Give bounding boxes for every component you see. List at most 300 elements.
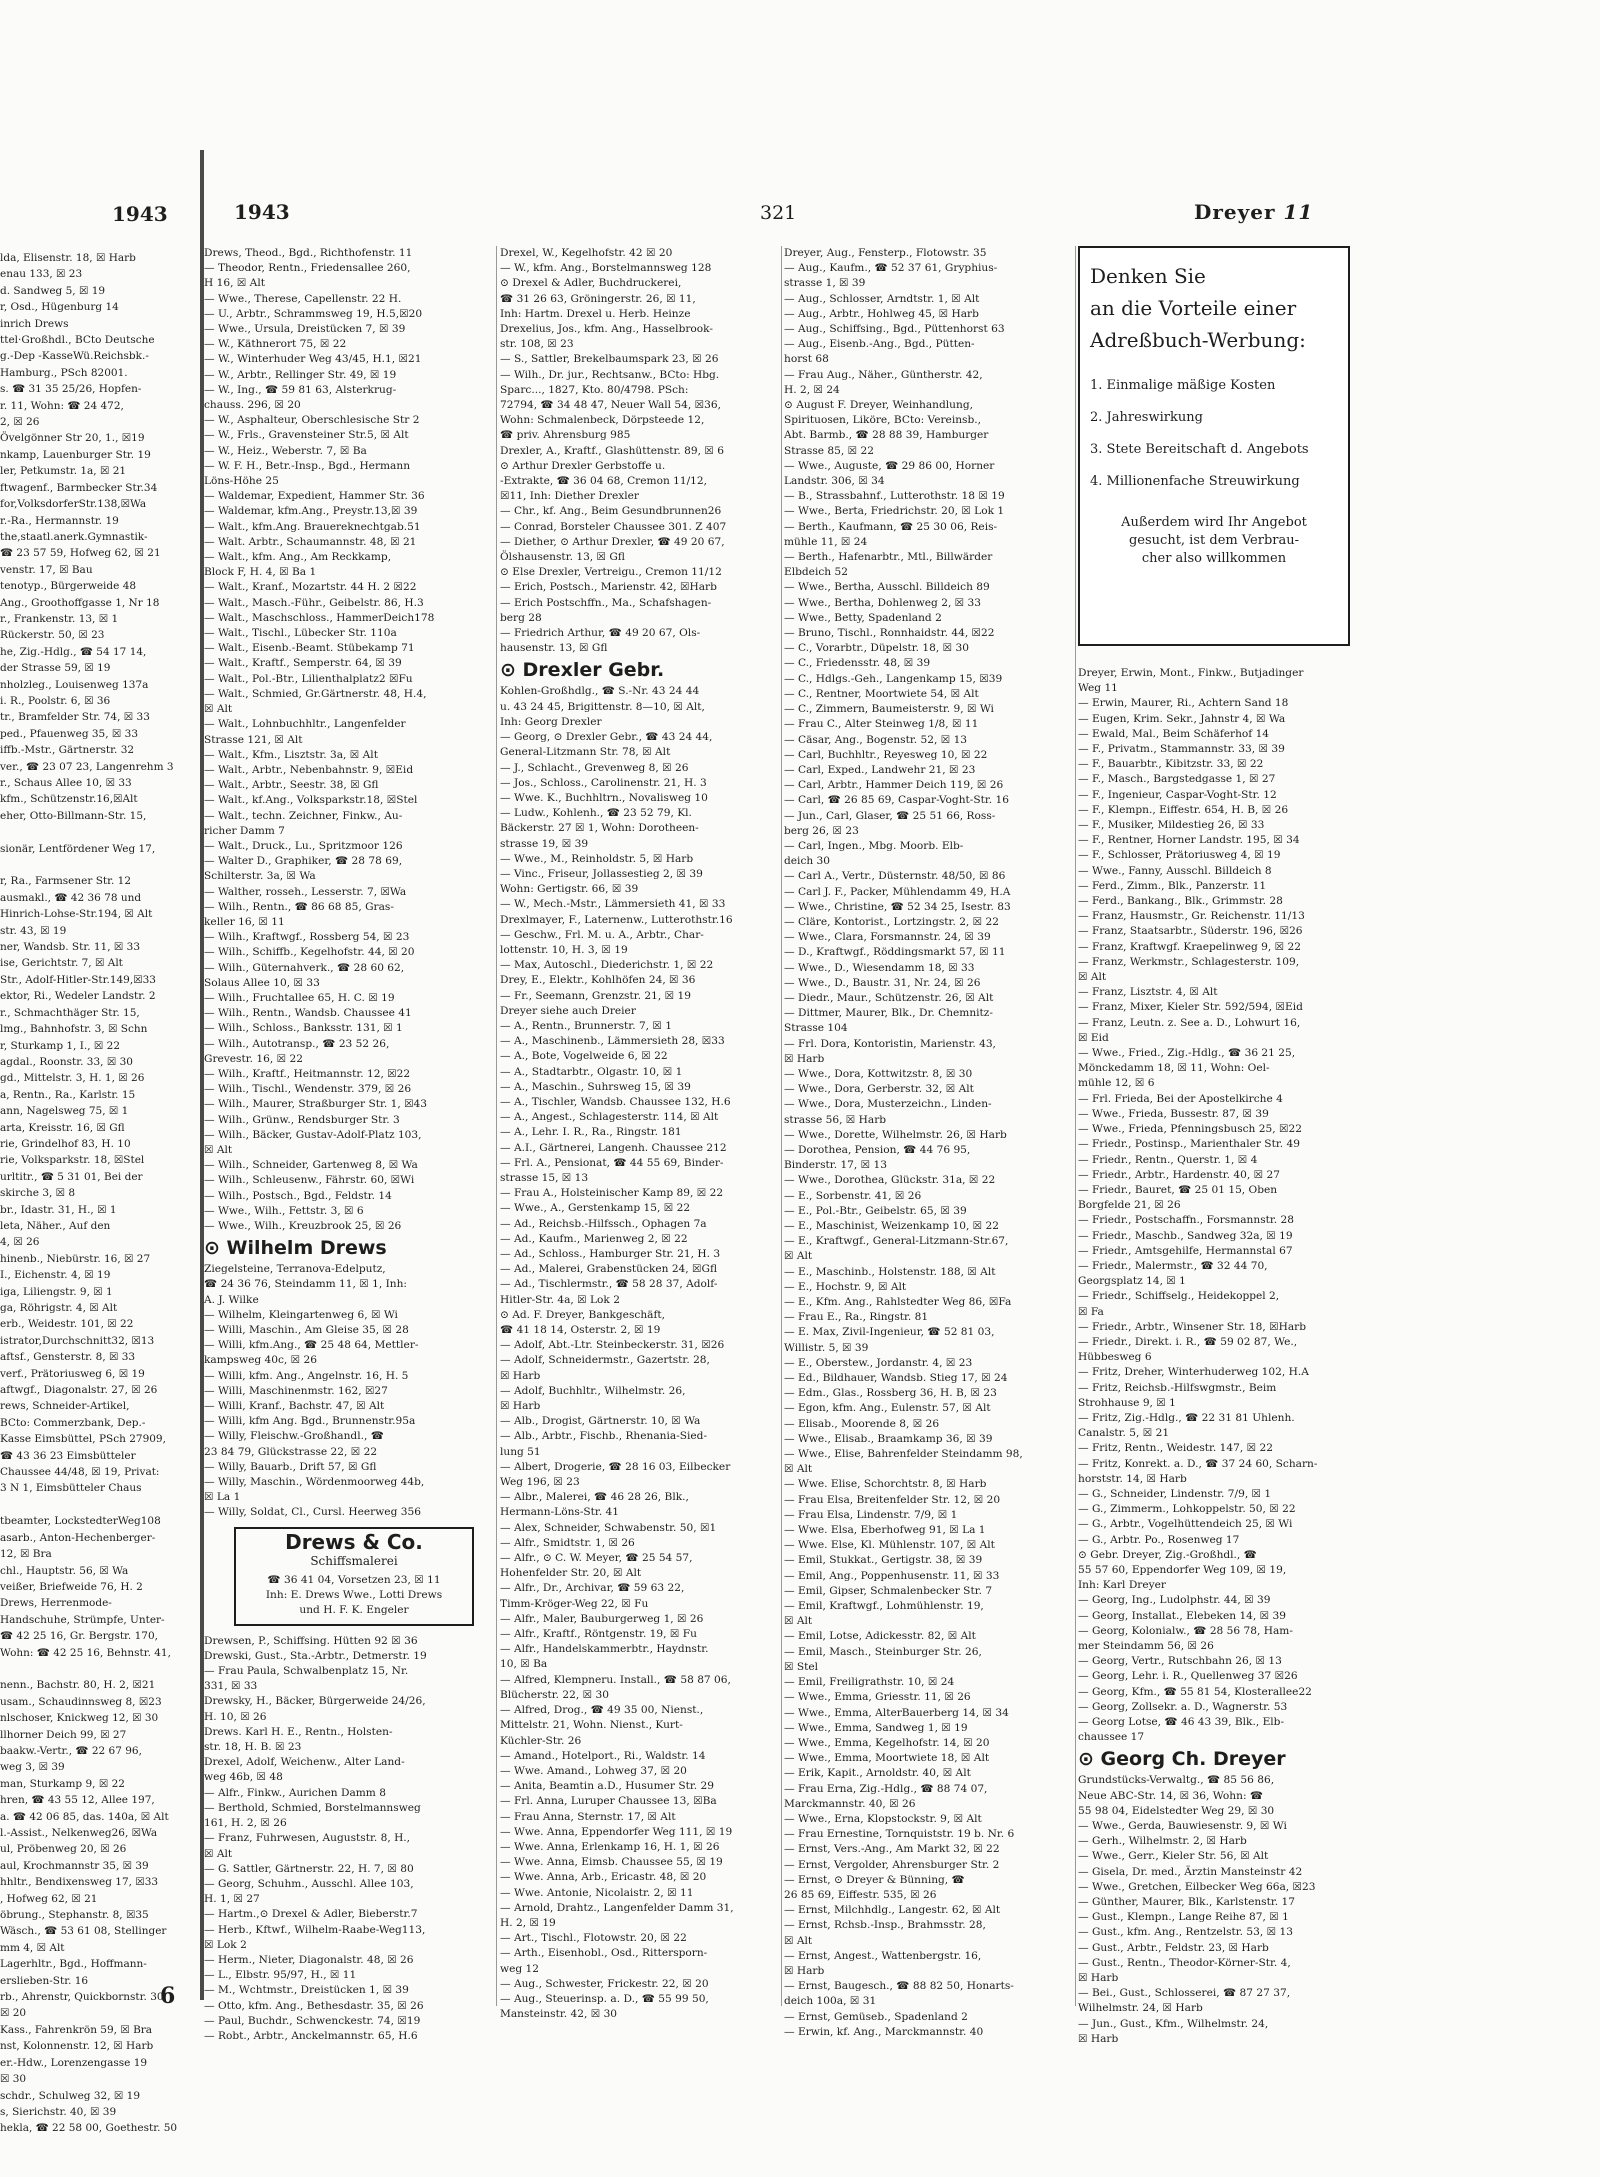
directory-entry-line: — Wilh., Kraftwgf., Rossberg 54, ☒ 23 (204, 931, 410, 944)
directory-entry-line: — Jun., Carl, Glaser, ☎ 25 51 66, Ross- (784, 809, 996, 822)
directory-entry-line: — Willy, Bauarb., Drift 57, ☒ Gfl (204, 1460, 377, 1473)
directory-entry-line: Mansteinstr. 42, ☒ 30 (500, 2008, 618, 2021)
directory-entry-line: — Albr., Malerei, ☎ 46 28 26, Blk., (500, 1491, 689, 1504)
directory-entry-line: — Frl. A., Pensionat, ☎ 44 55 69, Binder- (500, 1156, 724, 1169)
directory-entry-line: H. 10, ☒ 26 (204, 1710, 267, 1723)
directory-entry-line: llhorner Deich 99, ☒ 27 (0, 1728, 127, 1741)
directory-entry-line: 26 85 69, Eiffestr. 535, ☒ 26 (784, 1888, 937, 1901)
directory-entry-line: Str., Adolf-Hitler-Str.149,☒33 (0, 973, 156, 986)
directory-entry-line: Lagerhltr., Bgd., Hoffmann- (0, 1958, 147, 1971)
directory-page (204, 170, 1354, 2045)
directory-entry-line: — Walt., Eisenb.-Beamt. Stübekamp 71 (204, 642, 415, 655)
directory-entry-line: venstr. 17, ☒ Bau (0, 563, 93, 576)
directory-entry-line: A. J. Wilke (204, 1293, 259, 1306)
directory-entry-line: — Wwe., Fanny, Ausschl. Billdeich 8 (1078, 864, 1272, 877)
directory-entry-line: — W. F. H., Betr.-Insp., Bgd., Hermann (204, 459, 411, 472)
directory-entry-line: — Georg, Schuhm., Ausschl. Allee 103, (204, 1877, 414, 1890)
previous-page-footer-number: 6 (160, 1982, 176, 2009)
directory-entry-line: — Wilh., Bäcker, Gustav-Adolf-Platz 103, (204, 1128, 422, 1141)
directory-entry-line: ttel·Großhdl., BCto Deutsche (0, 334, 155, 347)
ad-text: Schiffsmalerei (310, 1553, 398, 1568)
directory-entry-line: — C., Friedensstr. 48, ☒ 39 (784, 657, 931, 670)
directory-entry-line: — Carl, Ingen., Mbg. Moorb. Elb- (784, 839, 964, 852)
directory-entry-line: ☒ Harb (500, 1400, 541, 1413)
directory-entry-line: Kohlen-Großhdlg., ☎ S.-Nr. 43 24 44 (500, 685, 700, 698)
directory-entry-line: — F., Schlosser, Prätoriusweg 4, ☒ 19 (1078, 849, 1281, 862)
directory-entry-line: Drexler, A., Kraftf., Glashüttenstr. 89, ☒ 6 (500, 444, 724, 457)
directory-entry-line: — Edm., Glas., Rossberg 36, H. B, ☒ 23 (784, 1387, 997, 1400)
directory-entry-line: — A., Bote, Vogelweide 6, ☒ 22 (500, 1050, 668, 1063)
directory-entry-line: eher, Otto-Billmann-Str. 15, (0, 809, 147, 822)
directory-entry-line: Mittelstr. 21, Wohn. Nienst., Kurt- (500, 1719, 683, 1732)
directory-entry-line: Hamburg., PSch 82001. (0, 366, 128, 379)
directory-entry-line: Ziegelsteine, Terranova-Edelputz, (204, 1263, 386, 1276)
directory-entry-line: — Wwe. Anna, Erlenkamp 16, H. 1, ☒ 26 (500, 1840, 720, 1853)
directory-entry-line: — Gust., Klempn., Lange Reihe 87, ☒ 1 (1078, 1911, 1289, 1924)
directory-entry-line: ☒ Alt (784, 1250, 813, 1263)
directory-entry-line: hekla, ☎ 22 58 00, Goethestr. 50 (0, 2122, 178, 2135)
directory-entry-line: — Wwe., Betty, Spadenland 2 (784, 611, 942, 624)
directory-entry-line: — Wwe. Anna, Eimsb. Chaussee 55, ☒ 19 (500, 1856, 723, 1869)
directory-entry-line: — Wwe., Dora, Musterzeichn., Linden- (784, 1098, 992, 1111)
directory-entry-line: — Willi, Kranf., Bachstr. 47, ☒ Alt (204, 1400, 385, 1413)
running-head (1194, 200, 1313, 224)
directory-entry-line: — Ernst, Angest., Wattenbergstr. 16, (784, 1949, 982, 1962)
directory-entry-line: ☒ Harb (1078, 1972, 1119, 1985)
directory-entry-line: Abt. Barmb., ☎ 28 88 39, Hamburger (784, 429, 989, 442)
directory-entry-line: r. 11, Wohn: ☎ 24 472, (0, 399, 124, 412)
directory-entry-line: — Emil, Lotse, Adickesstr. 82, ☒ Alt (784, 1630, 976, 1643)
ad-closing-line: Außerdem wird Ihr Angebot (1121, 515, 1307, 530)
directory-entry-line: — Wwe., D., Wiesendamm 18, ☒ 33 (784, 961, 975, 974)
directory-entry-line: — Wwe., Elisab., Braamkamp 36, ☒ 39 (784, 1432, 993, 1445)
directory-entry-line: ☎ 31 26 63, Gröningerstr. 26, ☒ 11, (500, 292, 696, 305)
directory-entry-line: — Friedr., Rentn., Querstr. 1, ☒ 4 (1078, 1153, 1258, 1166)
directory-entry-line: — W., Käthnerort 75, ☒ 22 (204, 338, 347, 351)
directory-entry-line: — Friedr., Malermstr., ☎ 32 44 70, (1078, 1259, 1268, 1272)
directory-entry-line: — J., Schlacht., Grevenweg 8, ☒ 26 (500, 761, 689, 774)
directory-entry-line: ☒ Stel (784, 1660, 819, 1673)
directory-entry-line (0, 824, 177, 840)
directory-entry-line: ped., Pfauenweg 35, ☒ 33 (0, 727, 139, 740)
directory-entry-line: — Georg, Kolonialw., ☎ 28 56 78, Ham- (1078, 1624, 1293, 1637)
directory-entry-line: — Wwe. Anna, Arb., Ericastr. 48, ☒ 20 (500, 1871, 707, 1884)
directory-entry-line: — Friedr., Direkt. i. R., ☎ 59 02 87, We., (1078, 1335, 1298, 1348)
directory-entry-line: inrich Drews (0, 317, 69, 330)
directory-entry-line: Dreyer siehe auch Dreier (500, 1004, 636, 1017)
directory-entry-line: ☎ priv. Ahrensburg 985 (500, 429, 631, 442)
directory-entry-line: — Wilh., Güternahverk., ☎ 28 60 62, (204, 961, 405, 974)
directory-entry-line: hren, ☎ 43 55 12, Allee 197, (0, 1794, 155, 1807)
directory-entry-line: the,staatl.anerk.Gymnastik- (0, 530, 148, 543)
directory-entry-line: — F., Rentner, Horner Landstr. 195, ☒ 34 (1078, 834, 1300, 847)
directory-entry-line: 55 57 60, Eppendorfer Weg 109, ☒ 19, (1078, 1563, 1287, 1576)
column-4 (1078, 246, 1358, 2045)
directory-entry-line: lda, Elisenstr. 18, ☒ Harb (0, 252, 136, 264)
directory-entry-line: — Waldemar, kfm.Ang., Preystr.13,☒ 39 (204, 505, 418, 518)
directory-entry-line: — Friedrich Arthur, ☎ 49 20 67, Ols- (500, 627, 701, 640)
header-year: 1943 (234, 200, 290, 224)
directory-entry-line: — Wwe., Gretchen, Eilbecker Weg 66a, ☒23 (1078, 1880, 1316, 1893)
directory-entry-line: — Alfr., Kraftf., Röntgenstr. 19, ☒ Fu (500, 1628, 697, 1641)
directory-entry-line: Canalstr. 5, ☒ 21 (1078, 1427, 1170, 1440)
directory-entry-line: Hohenfelder Str. 20, ☒ Alt (500, 1567, 642, 1580)
directory-entry-line: Wäsch., ☎ 53 61 08, Stellinger (0, 1925, 167, 1938)
directory-entry-line: — Ed., Bildhauer, Wandsb. Stieg 17, ☒ 24 (784, 1372, 1008, 1385)
directory-entry-line: — Willi, Maschin., Am Gleise 35, ☒ 28 (204, 1324, 409, 1337)
directory-entry-line: — Alfr., Handelskammerbtr., Haydnstr. (500, 1643, 709, 1656)
directory-entry-line: — Frau Paula, Schwalbenplatz 15, Nr. (204, 1665, 409, 1678)
directory-entry-line: Georgsplatz 14, ☒ 1 (1078, 1275, 1186, 1288)
directory-entry-line: r.-Ra., Hermannstr. 19 (0, 514, 119, 527)
directory-entry-line: mühle 12, ☒ 6 (1078, 1077, 1155, 1090)
directory-entry-line: — Willi, kfm Ang. Bgd., Brunnenstr.95a (204, 1415, 416, 1428)
directory-entry-line: — Wilh., Schloss., Banksstr. 131, ☒ 1 (204, 1022, 403, 1035)
directory-entry-line: ☒ 30 (0, 2073, 27, 2086)
directory-entry-line: nlschoser, Knickweg 12, ☒ 30 (0, 1712, 159, 1725)
directory-entry-line: ☒ Harb (500, 1369, 541, 1382)
directory-entry-line: Drewsky, H., Bäcker, Bürgerweide 24/26, (204, 1695, 426, 1708)
directory-entry-line: for,VolksdorferStr.138,☒Wa (0, 498, 147, 511)
directory-entry-line: he, Zig.-Hdlg., ☎ 54 17 14, (0, 645, 147, 658)
directory-entry-line: Strasse 121, ☒ Alt (204, 733, 303, 746)
directory-entry-line: — Aug., Kaufm., ☎ 52 37 61, Gryphius- (784, 262, 998, 275)
ad-benefit-item: 3. Stete Bereitschaft d. Angebots (1090, 442, 1309, 457)
directory-entry-line: — Ad., Kaufm., Marienweg 2, ☒ 22 (500, 1232, 688, 1245)
directory-entry-line: — Walt., Arbtr., Nebenbahnstr. 9, ☒Eid (204, 763, 414, 776)
directory-entry-line: — D., Kraftwgf., Röddingsmarkt 57, ☒ 11 (784, 946, 1006, 959)
directory-entry-line: deich 30 (784, 855, 831, 868)
directory-entry-line: Grundstücks-Verwaltg., ☎ 85 56 86, (1078, 1774, 1275, 1787)
directory-entry-line: — W., Arbtr., Rellinger Str. 49, ☒ 19 (204, 368, 397, 381)
directory-entry-line: — Frl. Frieda, Bei der Apostelkirche 4 (1078, 1092, 1283, 1105)
directory-entry-line: — Georg, Zollsekr. a. D., Wagnerstr. 53 (1078, 1700, 1288, 1713)
directory-entry-line: — W., Frls., Gravensteiner Str.5, ☒ Alt (204, 429, 409, 442)
directory-entry-line: horststr. 14, ☒ Harb (1078, 1472, 1187, 1485)
directory-entry-line: — Bei., Gust., Schlosserei, ☎ 87 27 37, (1078, 1987, 1291, 2000)
directory-entry-line: — Aug., Schwester, Frickestr. 22, ☒ 20 (500, 1977, 709, 1990)
directory-entry-line: — Wwe., Emma, Moortwiete 18, ☒ Alt (784, 1752, 990, 1765)
directory-entry-line: — Fritz, Reichsb.-Hilfswgmstr., Beim (1078, 1381, 1277, 1394)
directory-entry-line: 4, ☒ 26 (0, 1236, 40, 1249)
directory-entry-line: — Friedr., Maschb., Sandweg 32a, ☒ 19 (1078, 1229, 1293, 1242)
directory-entry-line: — Wwe., D., Baustr. 31, Nr. 24, ☒ 26 (784, 976, 981, 989)
directory-entry-line: — B., Strassbahnf., Lutterothstr. 18 ☒ 19 (784, 490, 1005, 503)
directory-entry-line: — E., Sorbenstr. 41, ☒ 26 (784, 1189, 922, 1202)
directory-entry-line: — Willy, Fleischw.-Großhandl., ☎ (204, 1430, 384, 1443)
directory-entry-line: 331, ☒ 33 (204, 1680, 258, 1693)
ad-benefit-item: 2. Jahreswirkung (1090, 410, 1203, 425)
directory-entry-line: — Wwe., Frieda, Bussestr. 87, ☒ 39 (1078, 1107, 1269, 1120)
directory-entry-line: ☎ 23 57 59, Hofweg 62, ☒ 21 (0, 547, 161, 560)
directory-entry-line: H 16, ☒ Alt (204, 277, 265, 290)
directory-entry-line: Dreyer, Erwin, Mont., Finkw., Butjadinger (1078, 667, 1304, 679)
directory-entry-line: — Wwe., M., Reinholdstr. 5, ☒ Harb (500, 852, 694, 865)
directory-entry-line: — Franz, Werkmstr., Schlagesterstr. 109, (1078, 955, 1300, 968)
directory-entry-line: — Wilh., Autotransp., ☎ 23 52 26, (204, 1037, 390, 1050)
directory-entry-line: 10, ☒ Ba (500, 1658, 548, 1671)
directory-entry-line: — Alb., Drogist, Gärtnerstr. 10, ☒ Wa (500, 1415, 701, 1428)
directory-entry-line: berg 28 (500, 611, 542, 624)
directory-entry-line: Block F, H. 4, ☒ Ba 1 (204, 566, 317, 579)
directory-entry-line: — Aug., Schlosser, Arndtstr. 1, ☒ Alt (784, 292, 980, 305)
directory-entry-line: — E. Max, Zivil-Ingenieur, ☎ 52 81 03, (784, 1326, 995, 1339)
directory-entry-line: u. 43 24 45, Brigittenstr. 8—10, ☒ Alt, (500, 700, 705, 713)
directory-entry-line: r., Schaus Allee 10, ☒ 33 (0, 777, 132, 789)
directory-entry-line: — Emil, Kraftwgf., Lohmühlenstr. 19, (784, 1600, 984, 1613)
directory-entry-line: Elbdeich 52 (784, 566, 848, 579)
directory-entry-line: sionär, Lentfördener Weg 17, (0, 842, 156, 855)
directory-entry-line: ☒ Lok 2 (204, 1938, 247, 1951)
directory-entry-line: hausenstr. 13, ☒ Gfl (500, 642, 608, 655)
directory-entry-line: — Walt., Pol.-Btr., Lilienthalplatz2 ☒Fu (204, 672, 413, 685)
directory-entry-line: — Diedr., Maur., Schützenstr. 26, ☒ Alt (784, 991, 994, 1004)
directory-entry-line: — M., Wchtmstr., Dreistücken 1, ☒ 39 (204, 1984, 409, 1997)
directory-entry-line: — Diether, ⊙ Arthur Drexler, ☎ 49 20 67, (500, 535, 725, 548)
directory-entry-line: ☎ 24 36 76, Steindamm 11, ☒ 1, Inh: (204, 1278, 407, 1291)
directory-entry-line: — Aug., Arbtr., Hohlweg 45, ☒ Harb (784, 307, 979, 320)
directory-entry-line: ☒ Harb (784, 1052, 825, 1065)
directory-entry-line: — Adolf, Buchhltr., Wilhelmstr. 26, (500, 1384, 686, 1397)
directory-entry-line: — A., Rentn., Brunnerstr. 7, ☒ 1 (500, 1019, 673, 1032)
directory-entry-line: ☒ Harb (784, 1964, 825, 1977)
directory-entry-line: — Wwe., Gerr., Kieler Str. 56, ☒ Alt (1078, 1850, 1269, 1863)
directory-entry-line: — Wilh., Rentn., ☎ 86 68 85, Gras- (204, 900, 394, 913)
directory-entry-line: — Frau Erna, Zig.-Hdlg., ☎ 88 74 07, (784, 1782, 988, 1795)
directory-entry-line: — Georg, Installat., Elebeken 14, ☒ 39 (1078, 1609, 1287, 1622)
directory-entry-line: — Willy, Soldat, Cl., Cursl. Heerweg 356 (204, 1506, 421, 1519)
column-divider (781, 246, 782, 2006)
directory-entry-line: — Alfr., Smidtstr. 1, ☒ 26 (500, 1536, 635, 1549)
directory-entry-line: — Carl, ☎ 26 85 69, Caspar-Voght-Str. 16 (784, 794, 1009, 807)
directory-entry-line: — Bruno, Tischl., Ronnhaidstr. 44, ☒22 (784, 627, 995, 640)
directory-entry-line: — Wwe., Erna, Klopstockstr. 9, ☒ Alt (784, 1812, 982, 1825)
directory-entry-line: — Emil, Ang., Poppenhusenstr. 11, ☒ 33 (784, 1569, 1000, 1582)
directory-entry-line: — Berth., Hafenarbtr., Mtl., Billwärder (784, 551, 993, 564)
directory-entry-line: — Paul, Buchdr., Schwenckestr. 74, ☒19 (204, 2014, 421, 2027)
directory-entry-line: mühle 11, ☒ 24 (784, 535, 868, 548)
directory-entry-line: — Wwe. Anna, Eppendorfer Weg 111, ☒ 19 (500, 1825, 733, 1838)
directory-entry-line: Löns-Höhe 25 (204, 475, 279, 488)
directory-entry-line: — Walt., Kfm., Lisztstr. 3a, ☒ Alt (204, 748, 378, 761)
directory-entry-line: — Albert, Drogerie, ☎ 28 16 03, Eilbecker (500, 1460, 731, 1473)
directory-entry-line: — Alfred, Drog., ☎ 49 35 00, Nienst., (500, 1704, 704, 1717)
directory-entry-line: Dreyer, Aug., Fensterp., Flotowstr. 35 (784, 247, 987, 259)
directory-entry-line: nholzleg., Louisenweg 137a (0, 678, 149, 691)
ad-text: und H. F. K. Engeler (299, 1603, 409, 1616)
directory-entry-line: — Fr., Seemann, Grenzstr. 21, ☒ 19 (500, 989, 691, 1002)
directory-entry-line: H. 2, ☒ 19 (500, 1916, 556, 1929)
directory-entry-line: — Ad., Tischlermstr., ☎ 58 28 37, Adolf- (500, 1278, 718, 1291)
directory-entry-line: kampsweg 40c, ☒ 26 (204, 1354, 317, 1367)
directory-entry-line: — W., Mech.-Mstr., Lämmersieth 41, ☒ 33 (500, 898, 726, 911)
directory-entry-line: Marckmannstr. 40, ☒ 26 (784, 1797, 916, 1810)
directory-entry-line: rews, Schneider-Artikel, (0, 1400, 130, 1413)
directory-entry-line: Drexlmayer, F., Laternenw., Lutterothstr.16 (500, 913, 733, 926)
directory-entry-line: Sparc..., 1827, Kto. 80/4798. PSch: (500, 383, 689, 396)
directory-entry-line: richer Damm 7 (204, 824, 285, 837)
directory-entry-line: — Wwe. Amand., Lohweg 37, ☒ 20 (500, 1764, 687, 1777)
directory-entry-line: br., Idastr. 31, H., ☒ 1 (0, 1203, 117, 1216)
directory-entry-line: weg 46b, ☒ 48 (204, 1771, 283, 1784)
directory-entry-line: — A., Tischler, Wandsb. Chaussee 132, H.6 (500, 1095, 731, 1108)
directory-entry-line: — Wwe., Emma, Griesstr. 11, ☒ 26 (784, 1691, 971, 1704)
directory-entry-line: — G., Arbtr. Po., Rosenweg 17 (1078, 1533, 1240, 1546)
directory-entry-line: man, Sturkamp 9, ☒ 22 (0, 1777, 125, 1790)
directory-entry-line: — Wilhelm, Kleingartenweg 6, ☒ Wi (204, 1308, 398, 1321)
directory-entry-line: — Ad., Reichsb.-Hilfssch., Ophagen 7a (500, 1217, 707, 1230)
directory-entry-line: ⊙ Gebr. Dreyer, Zig.-Großhdl., ☎ (1078, 1548, 1257, 1561)
directory-entry-line: BCto: Commerzbank, Dep.- (0, 1416, 146, 1429)
directory-entry-line: — A., Lehr. I. R., Ra., Ringstr. 181 (500, 1126, 682, 1139)
directory-entry-line: Drewsen, P., Schiffsing. Hütten 92 ☒ 36 (204, 1634, 418, 1647)
directory-entry-line: , Hofweg 62, ☒ 21 (0, 1892, 98, 1905)
directory-entry-line: — E., Oberstew., Jordanstr. 4, ☒ 23 (784, 1356, 973, 1369)
directory-entry-line: ☒ Alt (784, 1934, 813, 1947)
directory-entry-line: — Ernst, ⊙ Dreyer & Bünning, ☎ (784, 1873, 965, 1886)
directory-entry-line: — Gisela, Dr. med., Ärztin Mansteinstr 42 (1078, 1865, 1303, 1878)
directory-entry-line: — Gust., kfm. Ang., Rentzelstr. 53, ☒ 13 (1078, 1926, 1293, 1939)
directory-entry-line: rb., Ahrenstr, Quickbornstr. 30, (0, 1991, 167, 2004)
directory-entry-line: öbrung., Stephanstr. 8, ☒35 (0, 1909, 149, 1922)
directory-entry-line: — Gerh., Wilhelmstr. 2, ☒ Harb (1078, 1835, 1247, 1848)
directory-entry-line: 12, ☒ Bra (0, 1548, 52, 1561)
directory-entry-line: — Frl. Anna, Luruper Chaussee 13, ☒Ba (500, 1795, 717, 1808)
directory-entry-line: Ang., Groothoffgasse 1, Nr 18 (0, 596, 160, 609)
directory-entry-line: ausmakl., ☎ 42 36 78 und (0, 891, 142, 904)
directory-entry-line: — Walt., Masch.-Führ., Geibelstr. 86, H.3 (204, 596, 424, 609)
directory-entry-line: — Günther, Maurer, Blk., Karlstenstr. 17 (1078, 1896, 1295, 1909)
directory-entry-line: — Walt., Druck., Lu., Spritzmoor 126 (204, 839, 403, 852)
directory-entry-line: Strasse 104 (784, 1022, 848, 1035)
directory-entry-line: — Willi, kfm.Ang., ☎ 25 48 64, Mettler- (204, 1339, 419, 1352)
directory-entry-line: strasse 56, ☒ Harb (784, 1113, 887, 1126)
directory-entry-line: — Frau C., Alter Steinweg 1/8, ☒ 11 (784, 718, 979, 731)
directory-entry-line: — Walt., Tischl., Lübecker Str. 110a (204, 627, 397, 640)
directory-entry-line: — Wilh., Dr. jur., Rechtsanw., BCto: Hbg. (500, 368, 720, 381)
directory-entry-line: — W., Heiz., Weberstr. 7, ☒ Ba (204, 444, 367, 457)
directory-entry-line: — Frau A., Holsteinischer Kamp 89, ☒ 22 (500, 1187, 724, 1200)
directory-entry-line: General-Litzmann Str. 78, ☒ Alt (500, 746, 671, 759)
directory-entry-line: er.-Hdw., Lorenzengasse 19 (0, 2056, 148, 2069)
directory-entry-line: — Wwe., Ursula, Dreistücken 7, ☒ 39 (204, 323, 406, 336)
directory-entry-line: aftwgf., Diagonalstr. 27, ☒ 26 (0, 1384, 158, 1397)
directory-entry-line: — Ferd., Bankang., Blk., Grimmstr. 28 (1078, 895, 1283, 908)
directory-entry-line: — C., Hdlgs.-Geh., Langenkamp 15, ☒39 (784, 672, 1003, 685)
page-number: 321 (760, 202, 797, 224)
directory-entry-line: Hübbesweg 6 (1078, 1351, 1152, 1364)
directory-entry-line: aftsf., Gensterstr. 8, ☒ 33 (0, 1351, 136, 1364)
directory-entry-line: l.-Assist., Nelkenweg26, ☒Wa (0, 1827, 158, 1839)
directory-entry-line: — G., Zimmerm., Lohkoppelstr. 50, ☒ 22 (1078, 1503, 1296, 1516)
directory-entry-line: — Ad., Malerei, Grabenstücken 24, ☒Gfl (500, 1263, 718, 1276)
directory-entry-line: — F., Privatm., Stammannstr. 33, ☒ 39 (1078, 743, 1285, 756)
directory-entry-line: arta, Kreisstr. 16, ☒ Gfl (0, 1121, 125, 1134)
directory-entry-line: Chaussee 44/48, ☒ 19, Privat: (0, 1466, 160, 1479)
directory-entry-line: — Cläre, Kontorist., Lortzingstr. 2, ☒ 22 (784, 915, 1000, 928)
directory-entry-line: berg 26, ☒ 23 (784, 824, 859, 837)
directory-entry-line: — Frau Elsa, Lindenstr. 7/9, ☒ 1 (784, 1508, 958, 1521)
directory-entry-line: — Amand., Hotelport., Ri., Waldstr. 14 (500, 1749, 706, 1762)
directory-entry-line: — Elisab., Moorende 8, ☒ 26 (784, 1417, 940, 1430)
directory-entry-line: — F., Musiker, Mildestieg 26, ☒ 33 (1078, 819, 1265, 832)
directory-entry-line: — A., Angest., Schlagesterstr. 114, ☒ Alt (500, 1111, 719, 1124)
directory-entry-line: — Wwe., Auguste, ☎ 29 86 00, Horner (784, 459, 995, 472)
directory-entry-line: str. 43, ☒ 19 (0, 924, 67, 937)
directory-entry-line: — F., Ingenieur, Caspar-Voght-Str. 12 (1078, 788, 1277, 801)
directory-entry-line: 23 84 79, Glückstrasse 22, ☒ 22 (204, 1445, 378, 1458)
directory-entry-line: — W., Ing., ☎ 59 81 63, Alsterkrug- (204, 383, 397, 396)
directory-entry-line: Kasse Eimsbüttel, PSch 27909, (0, 1433, 166, 1446)
directory-entry-line: — Franz, Mixer, Kieler Str. 592/594, ☒Eid (1078, 1001, 1303, 1014)
directory-entry-line: d. Sandweg 5, ☒ 19 (0, 284, 106, 297)
directory-entry-line: — Wilh., Tischl., Wendenstr. 379, ☒ 26 (204, 1083, 412, 1096)
directory-entry-line: — Wilh., Fruchtallee 65, H. C. ☒ 19 (204, 991, 395, 1004)
directory-entry-line: — E., Kraftwgf., General-Litzmann-Str.67, (784, 1235, 1009, 1248)
directory-entry-line: — Friedr., Postinsp., Marienthaler Str. 49 (1078, 1138, 1300, 1151)
directory-entry-line: ☒ Alt (784, 1463, 813, 1476)
directory-entry-line: Hinrich-Lohse-Str.194, ☒ Alt (0, 908, 153, 921)
directory-entry-line: weg 3, ☒ 39 (0, 1761, 65, 1774)
directory-entry-line: ☒ Alt (204, 1847, 233, 1860)
directory-entry-line: — Erwin, kf. Ang., Marckmannstr. 40 (784, 2025, 984, 2038)
directory-entry-line: — Wwe., Berta, Friedrichstr. 20, ☒ Lok 1 (784, 505, 1005, 518)
directory-entry-line: Inh: Karl Dreyer (1078, 1579, 1166, 1592)
directory-entry-line (0, 1661, 177, 1677)
directory-entry-line: ⊙ Arthur Drexler Gerbstoffe u. (500, 459, 666, 472)
directory-entry-line: strasse 19, ☒ 39 (500, 837, 589, 850)
directory-entry-line: lmg., Bahnhofstr. 3, ☒ Schn (0, 1023, 148, 1036)
directory-entry-line: Wilhelmstr. 24, ☒ Harb (1078, 2002, 1203, 2015)
directory-entry-line: Bäckerstr. 27 ☒ 1, Wohn: Dorotheen- (500, 822, 699, 835)
directory-entry-line: — Georg, Ing., Ludolphstr. 44, ☒ 39 (1078, 1594, 1271, 1607)
directory-entry-line: — Dittmer, Maurer, Blk., Dr. Chemnitz- (784, 1007, 993, 1020)
directory-entry-line: r, Osd., Hügenburg 14 (0, 301, 119, 314)
directory-entry-line: — Ernst, Milchhdlg., Langestr. 62, ☒ Alt (784, 1904, 1001, 1917)
directory-entry-line: — Ferd., Zimm., Blk., Panzerstr. 11 (1078, 879, 1267, 892)
directory-entry-line: Drey, E., Elektr., Kohlhöfen 24, ☒ 36 (500, 974, 696, 987)
directory-entry-line: — Walt., Lohnbuchhltr., Langenfelder (204, 718, 406, 731)
directory-entry-line: — Alex, Schneider, Schwabenstr. 50, ☒1 (500, 1521, 717, 1534)
directory-entry-line: — Arth., Eisenhobl., Osd., Rittersporn- (500, 1947, 708, 1960)
directory-entry-line: lottenstr. 10, H. 3, ☒ 19 (500, 943, 628, 956)
directory-entry-line: — Egon, kfm. Ang., Eulenstr. 57, ☒ Alt (784, 1402, 991, 1415)
directory-entry-line: — Wwe., Fried., Zig.-Hdlg., ☎ 36 21 25, (1078, 1047, 1296, 1060)
directory-entry-line: H. 1, ☒ 27 (204, 1893, 260, 1906)
directory-entry-line: keller 16, ☒ 11 (204, 915, 285, 928)
directory-entry-line: mm 4, ☒ Alt (0, 1941, 65, 1954)
directory-entry-line: rie, Volksparkstr. 18, ☒Stel (0, 1154, 145, 1167)
directory-entry-line: — Willi, kfm. Ang., Angelnstr. 16, H. 5 (204, 1369, 409, 1382)
directory-entry-line: str. 108, ☒ 23 (500, 338, 574, 351)
directory-entry-line (0, 857, 177, 873)
directory-entry-line: — Eugen, Krim. Sekr., Jahnstr 4, ☒ Wa (1078, 712, 1286, 725)
directory-entry-line: Drews. Karl H. E., Rentn., Holsten- (204, 1725, 393, 1738)
directory-entry-line: strasse 1, ☒ 39 (784, 277, 866, 290)
directory-entry-line: Wohn: Gertigstr. 66, ☒ 39 (500, 883, 639, 896)
directory-entry-line: — Wwe. Else, Kl. Mühlenstr. 107, ☒ Alt (784, 1539, 995, 1552)
directory-entry-line: ☎ 41 18 14, Osterstr. 2, ☒ 19 (500, 1324, 661, 1337)
directory-entry-line: — Fritz, Konrekt. a. D., ☎ 37 24 60, Scharn- (1078, 1457, 1318, 1470)
directory-entry-line: — Friedr., Schiffselg., Heidekoppel 2, (1078, 1290, 1280, 1303)
directory-entry-line: — Adolf, Abt.-Ltr. Steinbeckerstr. 31, ☒26 (500, 1339, 725, 1352)
directory-entry-line: — F., Klempn., Eiffestr. 654, H. B, ☒ 26 (1078, 803, 1289, 816)
directory-entry-line: — Carl, Arbtr., Hammer Deich 119, ☒ 26 (784, 779, 1004, 792)
directory-entry-line: — Emil, Freiligrathstr. 10, ☒ 24 (784, 1676, 955, 1689)
directory-entry-line: — F., Masch., Bargstedgasse 1, ☒ 27 (1078, 773, 1276, 786)
directory-entry-line: Wohn: ☎ 42 25 16, Behnstr. 41, (0, 1646, 171, 1659)
directory-entry-line: — Carl, Buchhltr., Reyesweg 10, ☒ 22 (784, 748, 988, 761)
